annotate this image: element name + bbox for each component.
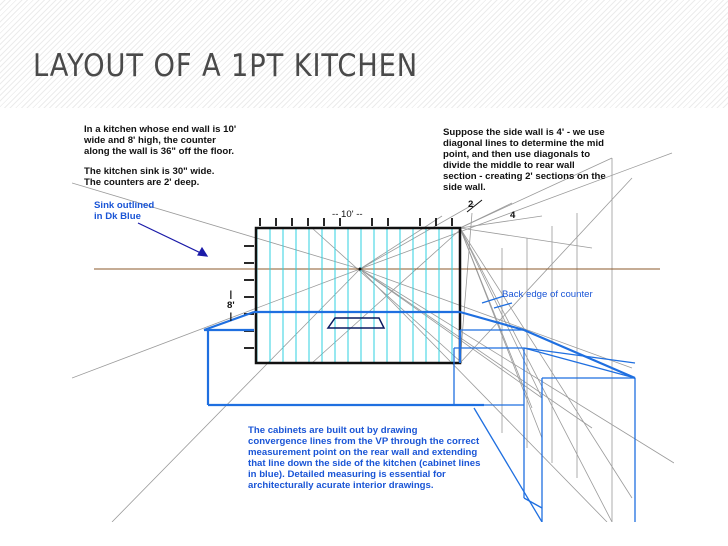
- sink-outlined-note: Sink outlined in Dk Blue: [94, 200, 155, 222]
- cabinets-note: The cabinets are built out by drawing convergence lines from the VP through the correct measurement point on the rear wall and extending that line down the side of the kitchen (cabinet lines in blue). Detailed measuring is essential for architecturally acurate interior drawings.: [248, 425, 481, 491]
- height-label: | 8' |: [227, 289, 235, 322]
- sink-arrow: [138, 223, 207, 256]
- side-label-2: 2: [468, 199, 474, 210]
- slide-title: LAYOUT OF A 1PT KITCHEN: [33, 48, 419, 84]
- wall-grid-lines: [257, 228, 452, 363]
- width-label: -- 10' --: [332, 209, 363, 220]
- cabinet-lines: [204, 312, 635, 405]
- kitchen-diagram: [72, 108, 674, 522]
- side-wall-note: Suppose the side wall is 4' - we use diagonal lines to determine the mid point, and then use diagonals to divide the middle to rear wall section - creating 2' sections on the side wall.: [443, 127, 606, 193]
- sink-note: The kitchen sink is 30" wide. The counters are 2' deep.: [84, 166, 215, 188]
- left-ticks: [244, 246, 254, 348]
- side-label-4: 4: [510, 210, 516, 221]
- vanishing-point: [359, 268, 362, 271]
- intro-note: In a kitchen whose end wall is 10' wide and 8' high, the counter along the wall is 36" off the floor.: [84, 124, 237, 157]
- rear-wall: [256, 228, 460, 363]
- back-edge-note: Back edge of counter: [502, 289, 593, 300]
